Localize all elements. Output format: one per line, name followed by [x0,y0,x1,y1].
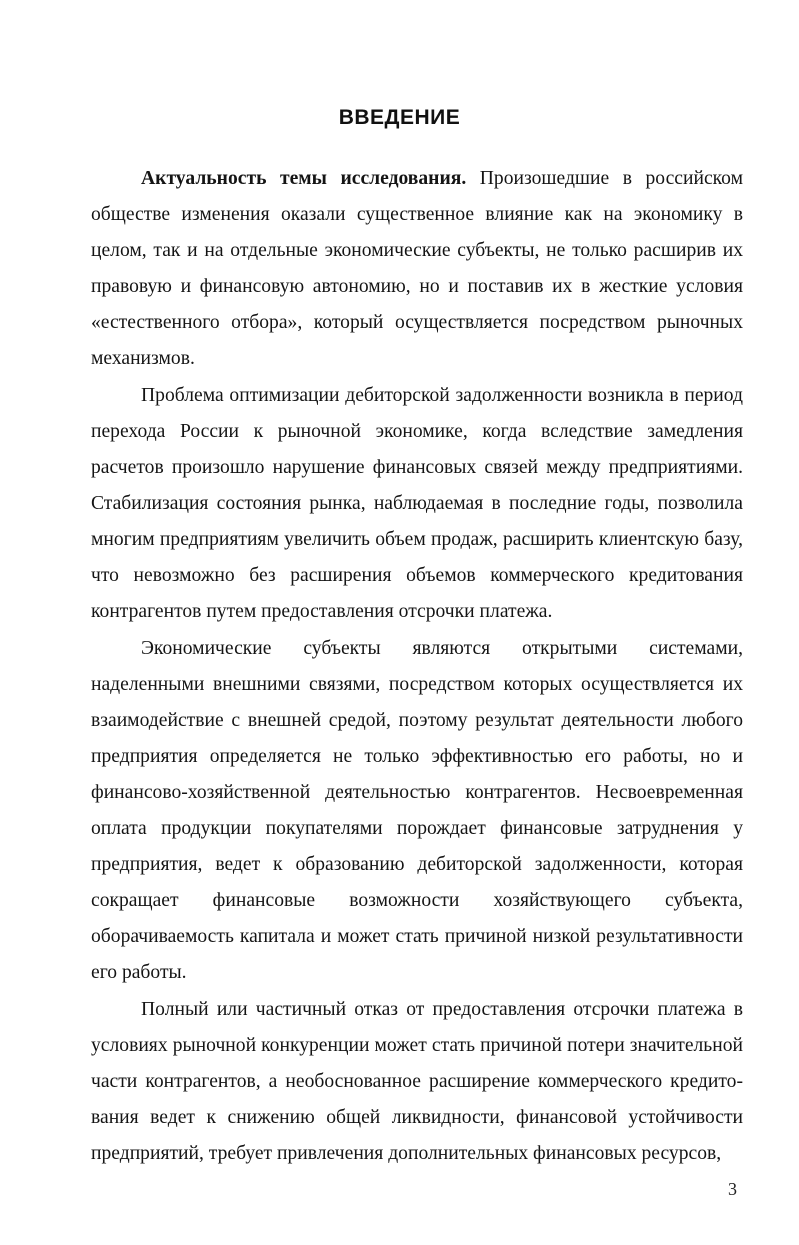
paragraph-lead: Актуальность темы исследования. [141,168,467,189]
paragraph-text: Произошедшие в российском обществе изменения оказали существенное влияние как на экономику в целом, так и на отдельные экономические субъекты, не только расширив их правовую и финансовую автономию, но и поставив их в жесткие условия «естественного отбора», который осуществляется посредством рыночных механизмов. [91,168,743,369]
paragraph-relevance [91,161,743,377]
paragraph-text: Полный или частичный отказ от предоставления отсрочки платежа в условиях рыночной конкуренции может стать причиной потери значительной части контрагентов, а необоснованное расширение коммерческого кредито-вания ведет к снижению общей ликвидности, финансовой устойчивости предприятий, требует привлечения дополнительных финансовых ресурсов, [91,999,743,1164]
paragraph-text: Проблема оптимизации дебиторской задолженности возникла в период перехода России к рыночной экономике, когда вследствие замедления расчетов произошло нарушение финансовых связей между предприятиями. Стабилизация состояния рынка, наблюдаемая в последние годы, позволила многим предприятиям увеличить объем продаж, расширить клиентскую базу, что невозможно без расширения объемов коммерческого кредитования контрагентов путем предоставления отсрочки платежа. [91,385,743,622]
paragraph-refusal [91,992,743,1172]
paragraph-problem [91,378,743,630]
page-number: 3 [728,1179,737,1199]
paragraph-subjects [91,631,743,991]
paragraph-text: Экономические субъекты являются открытыми системами, наделенными внешними связями, посредством которых осуществляется их взаимодействие с внешней средой, поэтому результат деятельности любого предприятия определяется не только эффективностью его работы, но и финансово-хозяйственной деятельностью контрагентов. Несвоевременная оплата продукции покупателями порождает финансовые затруднения у предприятия, ведет к образованию дебиторской задолженности, которая сокращает финансовые возможности хозяйствующего субъекта, оборачиваемость капитала и может стать причиной низкой результативности его работы. [91,638,743,983]
body-text [91,161,743,1172]
page-title: ВВЕДЕНИЕ [338,106,461,129]
